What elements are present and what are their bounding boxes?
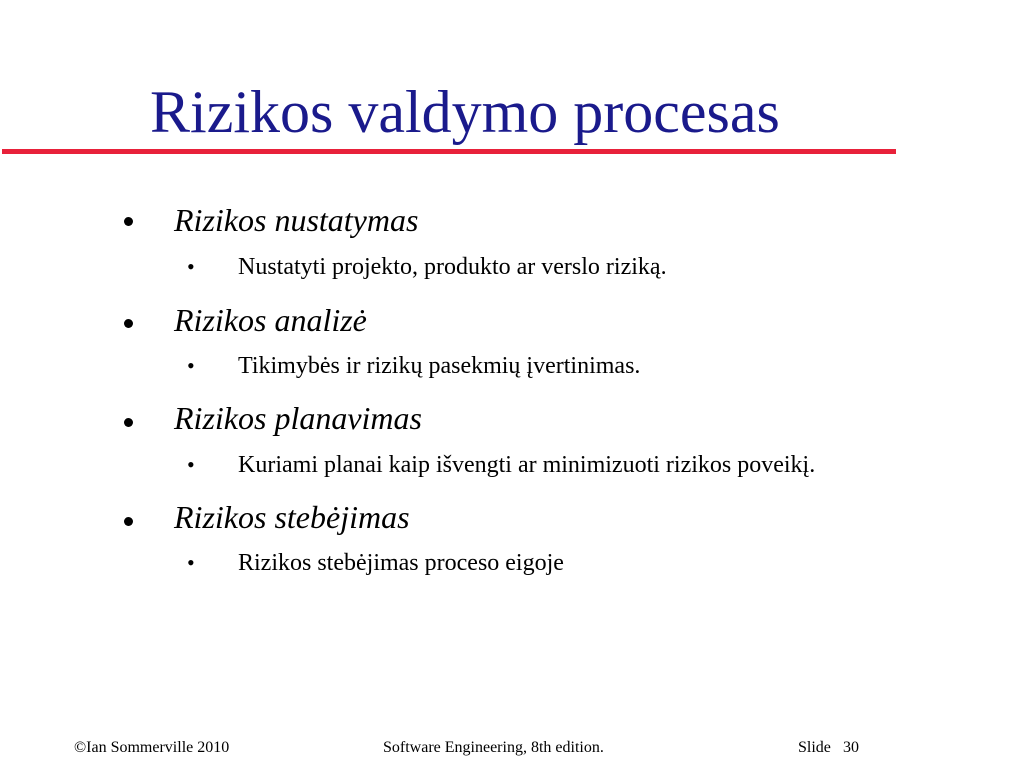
bullet-detail: Tikimybės ir rizikų pasekmių įvertinimas. — [238, 353, 641, 379]
footer-copyright: ©Ian Sommerville 2010 — [74, 739, 230, 756]
bullet-detail: Rizikos stebėjimas proceso eigoje — [238, 550, 564, 576]
sub-bullet-icon: • — [187, 452, 195, 477]
bullet-detail: Nustatyti projekto, produkto ar verslo riziką. — [238, 254, 667, 280]
footer-slide-label: Slide — [798, 739, 831, 756]
bullet-dot-icon — [124, 517, 133, 526]
bullet-heading: Rizikos analizė — [174, 302, 367, 338]
bullet-heading: Rizikos nustatymas — [174, 202, 419, 238]
slide-title: Rizikos valdymo procesas — [150, 79, 780, 145]
bullet-dot-icon — [124, 217, 133, 226]
sub-bullet-icon: • — [187, 254, 195, 279]
bullet-heading: Rizikos stebėjimas — [174, 499, 410, 535]
sub-bullet-icon: • — [187, 353, 195, 378]
bullet-dot-icon — [124, 418, 133, 427]
footer-book-title: Software Engineering, 8th edition. — [383, 739, 604, 756]
bullet-heading: Rizikos planavimas — [174, 400, 422, 436]
footer-slide-number: 30 — [843, 739, 859, 756]
sub-bullet-icon: • — [187, 550, 195, 575]
bullet-dot-icon — [124, 319, 133, 328]
bullet-detail: Kuriami planai kaip išvengti ar minimizuoti rizikos poveikį. — [238, 452, 816, 478]
